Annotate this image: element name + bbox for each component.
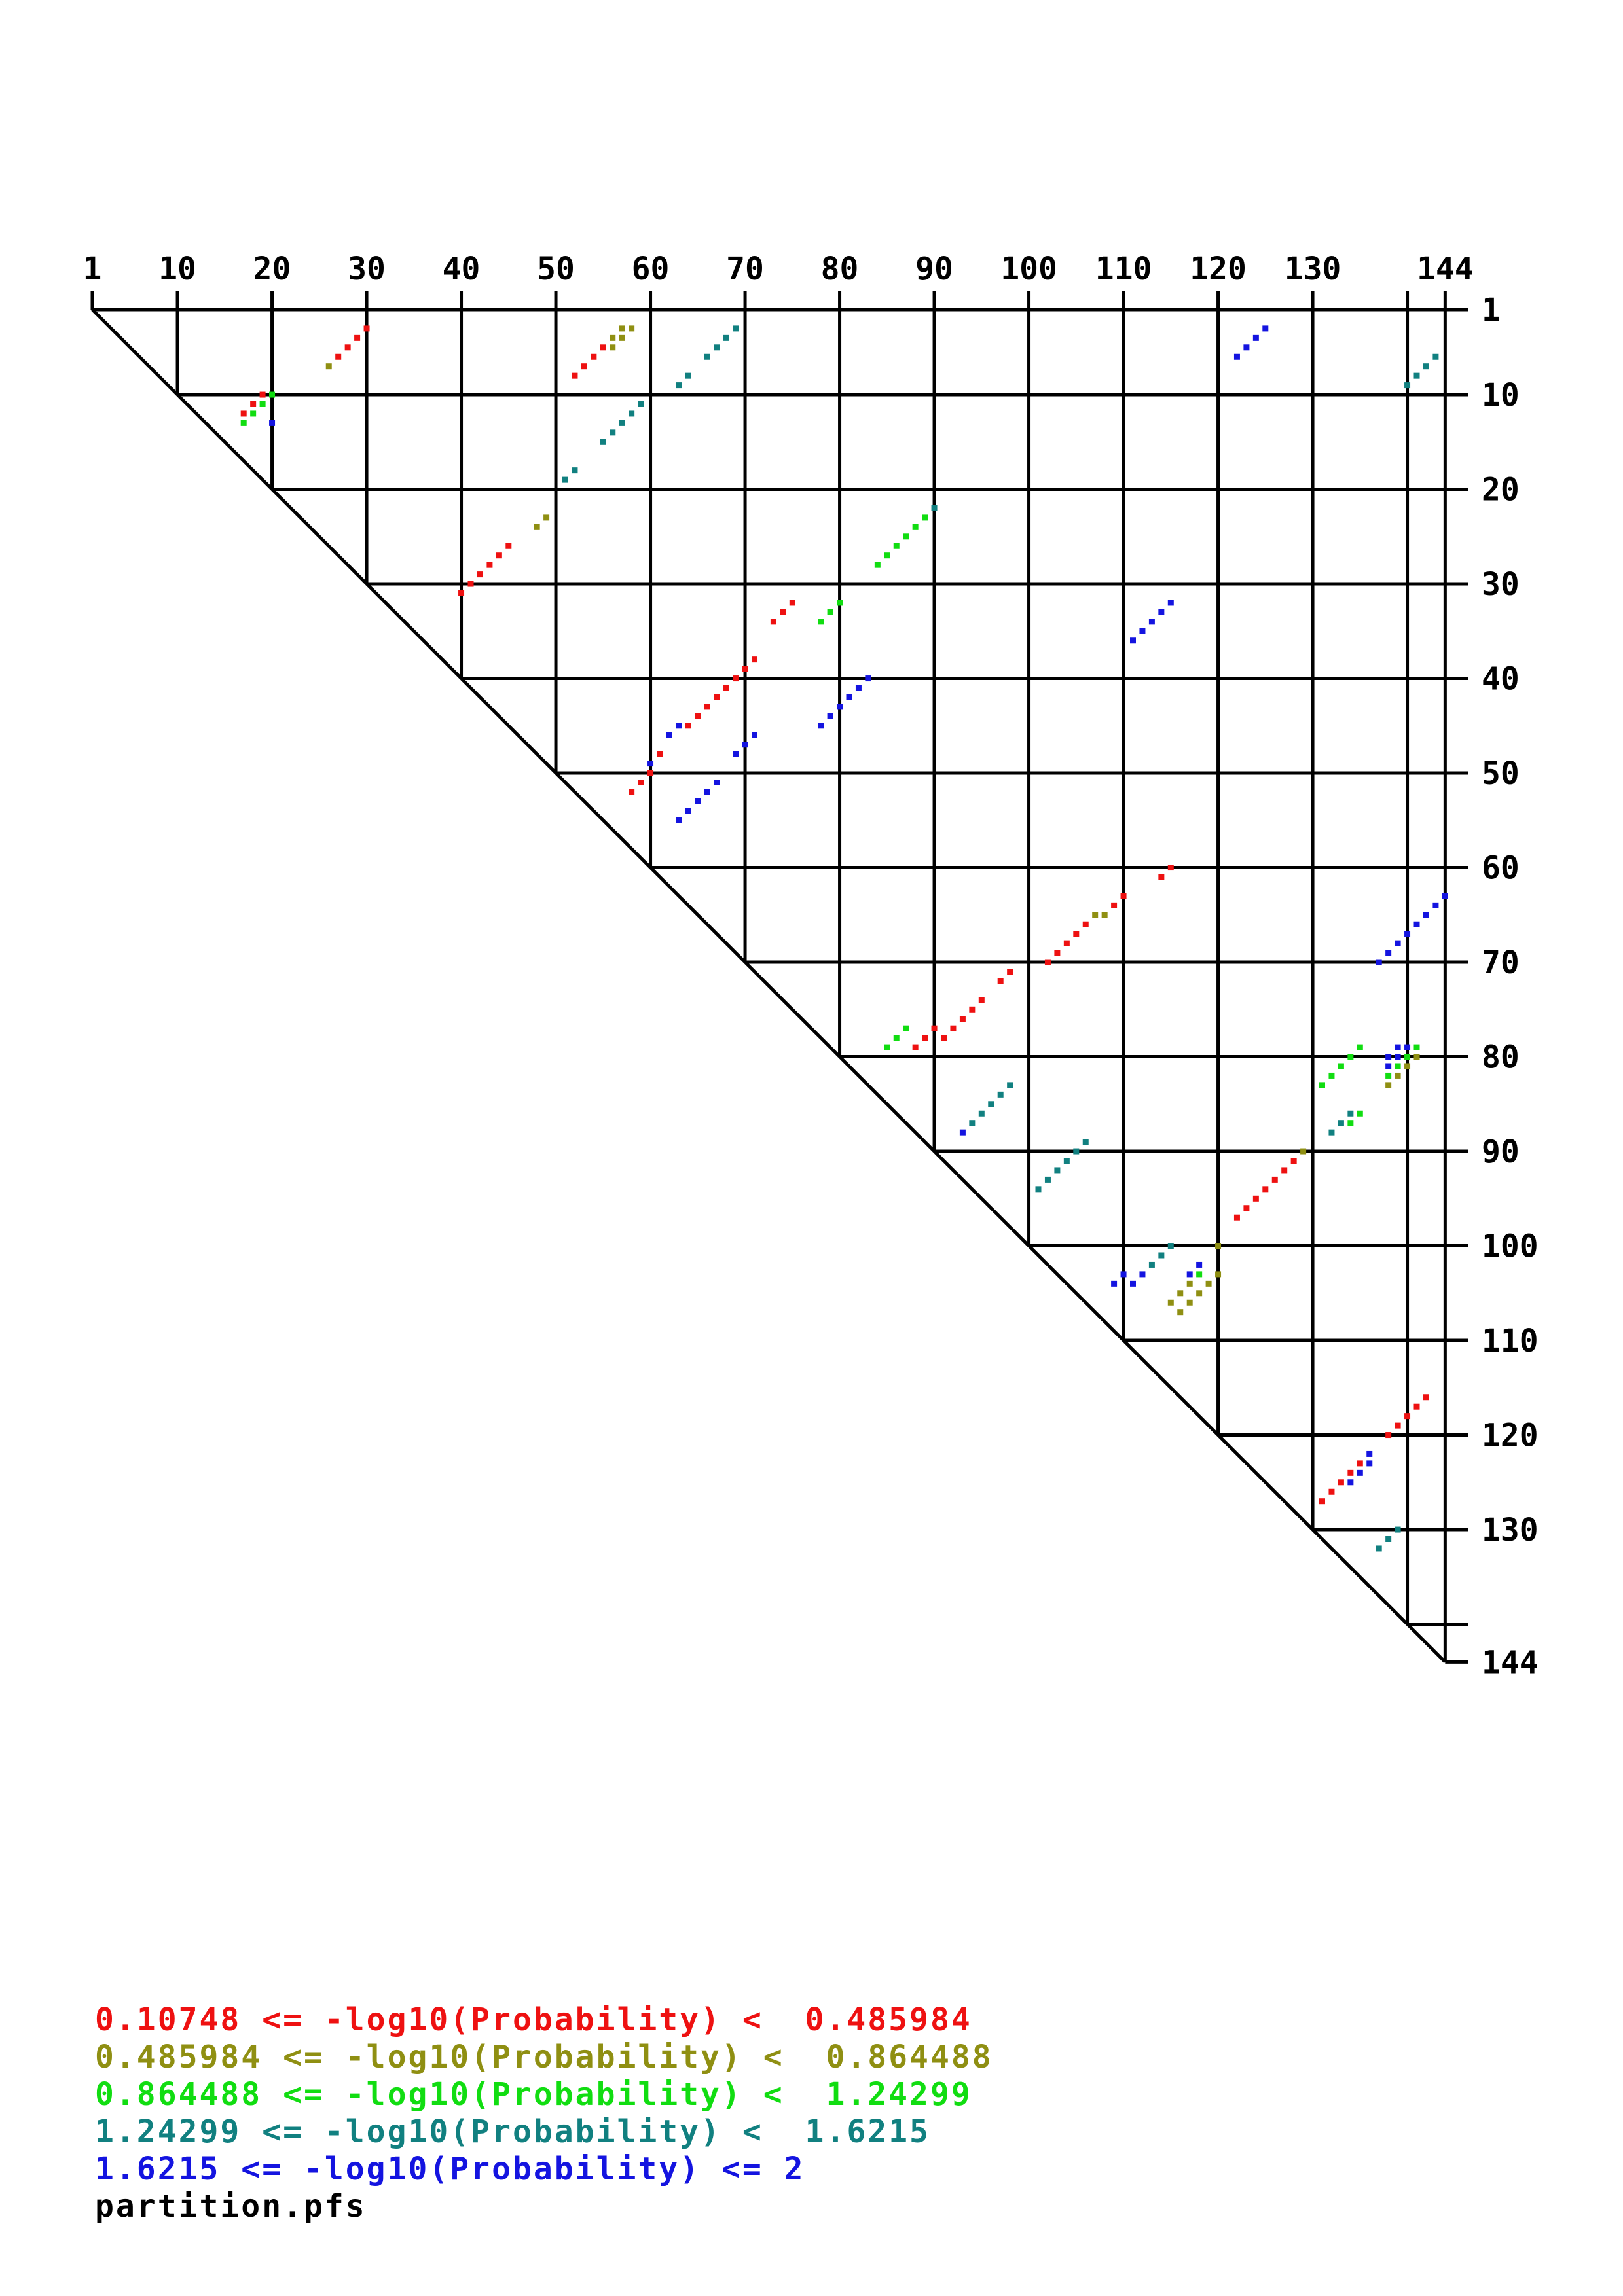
dot-red-110-63 [1121, 893, 1127, 899]
dot-green-131-83 [1319, 1082, 1325, 1088]
dot-olive-120-100 [1215, 1243, 1221, 1249]
dot-blue-137-70 [1376, 960, 1382, 965]
dot-red-131-127 [1319, 1498, 1325, 1504]
dot-blue-109-104 [1111, 1281, 1117, 1287]
dot-olive-108-65 [1102, 912, 1108, 918]
y-axis-label-1: 1 [1482, 292, 1501, 329]
dot-teal-95-86 [979, 1111, 985, 1117]
dot-red-126-93 [1272, 1177, 1278, 1183]
legend-line-olive: 0.485984 <= -log10(Probability) < 0.864488 [95, 2039, 993, 2075]
dot-olive-117-104 [1187, 1281, 1193, 1287]
dot-blue-67-51 [714, 780, 720, 785]
dot-red-98-71 [1007, 969, 1013, 975]
dot-olive-26-7 [326, 363, 332, 369]
dot-red-128-91 [1291, 1158, 1297, 1164]
x-axis-label-130: 130 [1284, 251, 1341, 287]
dot-teal-90-22 [932, 505, 938, 511]
dot-red-93-76 [960, 1016, 966, 1022]
dot-green-134-87 [1347, 1120, 1353, 1126]
dot-olive-140-81 [1404, 1064, 1410, 1069]
y-axis-label-130: 130 [1482, 1512, 1539, 1549]
dot-blue-123-5 [1243, 344, 1249, 350]
dot-red-122-97 [1234, 1215, 1240, 1221]
y-axis-label-110: 110 [1482, 1323, 1539, 1360]
dot-teal-51-19 [562, 477, 568, 483]
dot-red-54-6 [591, 354, 596, 360]
x-axis-label-110: 110 [1095, 251, 1152, 287]
dot-teal-68-4 [723, 335, 729, 341]
dot-teal-67-5 [714, 344, 720, 350]
dot-red-74-33 [780, 609, 786, 615]
dot-green-84-28 [875, 562, 881, 568]
dot-red-65-44 [695, 713, 701, 719]
dot-red-134-124 [1347, 1470, 1353, 1476]
dot-teal-63-9 [676, 382, 682, 388]
dot-blue-143-64 [1432, 903, 1438, 908]
dot-teal-69-3 [733, 325, 739, 331]
dot-blue-66-52 [704, 789, 710, 795]
dot-green-87-25 [903, 533, 909, 539]
x-axis-label-70: 70 [726, 251, 764, 287]
dot-red-70-39 [742, 666, 748, 672]
dot-green-133-81 [1338, 1064, 1344, 1069]
dot-blue-112-103 [1139, 1271, 1145, 1277]
dot-teal-142-7 [1423, 363, 1429, 369]
dot-green-141-79 [1414, 1045, 1420, 1050]
y-axis-label-70: 70 [1482, 944, 1520, 982]
dot-blue-139-68 [1395, 941, 1401, 946]
x-axis-label-30: 30 [348, 251, 386, 287]
dot-red-69-40 [733, 675, 739, 681]
x-axis-label-120: 120 [1190, 251, 1247, 287]
dot-blue-112-35 [1139, 628, 1145, 634]
dot-red-124-95 [1253, 1196, 1259, 1202]
dot-green-79-33 [828, 609, 833, 615]
dot-red-104-68 [1064, 941, 1070, 946]
dot-green-19-11 [260, 401, 266, 407]
dot-blue-135-124 [1357, 1470, 1363, 1476]
dot-blue-80-43 [837, 704, 843, 709]
dot-blue-93-88 [960, 1130, 966, 1136]
dot-olive-57-4 [619, 335, 625, 341]
dot-blue-138-80 [1385, 1054, 1391, 1060]
dot-teal-104-91 [1064, 1158, 1070, 1164]
diagonal [92, 310, 1445, 1662]
dot-red-44-27 [496, 552, 502, 558]
dot-teal-106-89 [1083, 1139, 1089, 1145]
dot-green-88-24 [913, 524, 919, 530]
dot-red-127-92 [1281, 1167, 1287, 1173]
dot-red-75-32 [790, 600, 795, 605]
dot-red-40-31 [458, 590, 464, 596]
dot-olive-57-3 [619, 325, 625, 331]
dot-blue-122-6 [1234, 354, 1240, 360]
dot-olive-56-4 [610, 335, 615, 341]
dot-red-106-66 [1083, 922, 1089, 927]
dot-red-53-7 [581, 363, 587, 369]
dot-red-92-77 [950, 1026, 956, 1031]
dot-teal-97-84 [998, 1092, 1004, 1098]
y-axis-label-40: 40 [1482, 660, 1520, 698]
dot-blue-142-65 [1423, 912, 1429, 918]
dot-blue-110-103 [1121, 1271, 1127, 1277]
dot-red-60-50 [647, 770, 653, 776]
dot-teal-56-14 [610, 429, 615, 435]
dot-teal-55-15 [600, 439, 606, 445]
y-axis-label-90: 90 [1482, 1134, 1520, 1171]
dot-red-43-28 [486, 562, 492, 568]
dot-red-17-12 [241, 410, 247, 416]
dot-teal-143-6 [1432, 354, 1438, 360]
dot-green-138-82 [1385, 1073, 1391, 1079]
dot-blue-64-54 [685, 808, 691, 814]
dot-blue-139-80 [1395, 1054, 1401, 1060]
dot-teal-98-83 [1007, 1082, 1013, 1088]
dot-teal-52-18 [572, 467, 577, 473]
dot-red-91-78 [941, 1035, 947, 1041]
dot-green-134-80 [1347, 1054, 1353, 1060]
dot-green-86-26 [894, 543, 900, 549]
dot-teal-137-132 [1376, 1545, 1382, 1551]
dot-blue-144-63 [1442, 893, 1448, 899]
dot-teal-133-87 [1338, 1120, 1344, 1126]
dot-red-18-11 [250, 401, 256, 407]
dot-blue-113-34 [1149, 619, 1155, 624]
dot-blue-140-67 [1404, 931, 1410, 937]
dot-olive-129-90 [1300, 1149, 1306, 1155]
dot-red-41-30 [468, 581, 474, 587]
legend-line-teal: 1.24299 <= -log10(Probability) < 1.6215 [95, 2113, 930, 2150]
dot-green-85-79 [884, 1045, 890, 1050]
dot-red-71-38 [752, 656, 757, 662]
dot-blue-82-41 [856, 685, 862, 691]
dot-red-105-67 [1073, 931, 1079, 937]
y-axis-label-30: 30 [1482, 566, 1520, 603]
dot-green-135-79 [1357, 1045, 1363, 1050]
file-name-label: partition.pfs [95, 2188, 367, 2225]
dot-green-18-12 [250, 410, 256, 416]
dot-red-68-41 [723, 685, 729, 691]
dot-teal-59-11 [638, 401, 644, 407]
dot-blue-138-69 [1385, 950, 1391, 956]
dot-red-55-5 [600, 344, 606, 350]
dot-green-89-23 [922, 514, 928, 520]
dot-red-115-60 [1168, 865, 1174, 870]
dot-teal-96-85 [988, 1101, 994, 1107]
dot-teal-139-130 [1395, 1527, 1401, 1533]
dot-blue-141-66 [1414, 922, 1420, 927]
dot-blue-78-45 [818, 723, 824, 728]
dot-teal-141-8 [1414, 373, 1420, 379]
dot-red-90-77 [932, 1026, 938, 1031]
dot-red-138-120 [1385, 1432, 1391, 1438]
legend-line-blue: 1.6215 <= -log10(Probability) <= 2 [95, 2151, 805, 2187]
dot-green-17-13 [241, 420, 247, 426]
dot-red-28-5 [345, 344, 351, 350]
dot-red-58-52 [629, 789, 634, 795]
dot-red-109-64 [1111, 903, 1117, 908]
dot-red-133-125 [1338, 1479, 1344, 1485]
dot-teal-114-101 [1158, 1253, 1164, 1259]
x-axis-label-10: 10 [158, 251, 196, 287]
x-axis-label-90: 90 [915, 251, 953, 287]
x-axis-label-20: 20 [253, 251, 291, 287]
dot-blue-124-4 [1253, 335, 1259, 341]
dot-red-95-74 [979, 997, 985, 1003]
dot-green-132-82 [1328, 1073, 1334, 1079]
y-axis-label-144: 144 [1482, 1644, 1539, 1681]
dot-olive-139-82 [1395, 1073, 1401, 1079]
x-axis-label-1: 1 [82, 251, 102, 287]
dot-red-19-10 [260, 392, 266, 398]
dot-teal-101-94 [1036, 1186, 1042, 1192]
dot-olive-119-104 [1206, 1281, 1212, 1287]
y-axis-label-10: 10 [1482, 377, 1520, 414]
dot-olive-116-107 [1177, 1309, 1183, 1315]
dot-red-102-70 [1045, 960, 1051, 965]
dot-red-27-6 [335, 354, 341, 360]
dot-blue-69-48 [733, 751, 739, 757]
dot-green-80-32 [837, 600, 843, 605]
dot-green-87-77 [903, 1026, 909, 1031]
dot-red-59-51 [638, 780, 644, 785]
dot-blue-114-33 [1158, 609, 1164, 615]
dot-red-61-48 [657, 751, 663, 757]
dot-teal-64-8 [685, 373, 691, 379]
dot-blue-81-42 [847, 694, 852, 700]
dot-teal-57-13 [619, 420, 625, 426]
dot-red-142-116 [1423, 1394, 1429, 1400]
dot-green-20-10 [269, 392, 275, 398]
dot-olive-116-105 [1177, 1290, 1183, 1296]
y-axis-label-120: 120 [1482, 1417, 1539, 1454]
dot-blue-115-32 [1168, 600, 1174, 605]
dot-blue-71-46 [752, 732, 757, 738]
x-axis-label-60: 60 [631, 251, 670, 287]
dot-red-52-8 [572, 373, 577, 379]
dot-red-89-78 [922, 1035, 928, 1041]
dot-green-85-27 [884, 552, 890, 558]
dot-blue-136-122 [1366, 1451, 1372, 1457]
dot-olive-117-106 [1187, 1300, 1193, 1306]
dot-blue-117-103 [1187, 1271, 1193, 1277]
dot-olive-138-83 [1385, 1082, 1391, 1088]
dot-blue-139-79 [1395, 1045, 1401, 1050]
dot-teal-94-87 [969, 1120, 975, 1126]
dot-blue-62-46 [666, 732, 672, 738]
legend [95, 2001, 993, 2225]
dot-green-86-78 [894, 1035, 900, 1041]
dot-blue-134-125 [1347, 1479, 1353, 1485]
dot-green-78-34 [818, 619, 824, 624]
dot-red-29-4 [354, 335, 360, 341]
x-axis-label-40: 40 [442, 251, 481, 287]
dot-blue-83-40 [865, 675, 871, 681]
dot-teal-115-100 [1168, 1243, 1174, 1249]
dot-blue-63-55 [676, 817, 682, 823]
dot-blue-70-47 [742, 742, 748, 747]
y-axis-label-60: 60 [1482, 850, 1520, 887]
dot-red-30-3 [364, 325, 370, 331]
x-axis-label-80: 80 [820, 251, 859, 287]
dot-olive-49-23 [543, 514, 549, 520]
legend-line-red: 0.10748 <= -log10(Probability) < 0.485984 [95, 2001, 972, 2038]
dot-red-97-72 [998, 978, 1004, 984]
dot-blue-60-49 [647, 761, 653, 766]
dot-olive-120-103 [1215, 1271, 1221, 1277]
dot-red-114-61 [1158, 874, 1164, 880]
y-axis-label-20: 20 [1482, 471, 1520, 509]
dot-red-103-69 [1054, 950, 1060, 956]
dot-red-135-123 [1357, 1460, 1363, 1466]
x-axis-label-50: 50 [537, 251, 575, 287]
dot-olive-115-106 [1168, 1300, 1174, 1306]
dot-teal-103-92 [1054, 1167, 1060, 1173]
dot-red-140-118 [1404, 1413, 1410, 1419]
dot-blue-111-104 [1130, 1281, 1136, 1287]
dot-green-118-103 [1196, 1271, 1202, 1277]
dot-olive-48-24 [534, 524, 540, 530]
dot-blue-111-36 [1130, 637, 1136, 643]
dot-olive-141-80 [1414, 1054, 1420, 1060]
dot-teal-102-93 [1045, 1177, 1051, 1183]
dot-green-135-86 [1357, 1111, 1363, 1117]
dot-teal-105-90 [1073, 1149, 1079, 1155]
dot-red-45-26 [505, 543, 511, 549]
dot-olive-107-65 [1092, 912, 1098, 918]
dot-red-66-43 [704, 704, 710, 709]
dot-red-123-96 [1243, 1205, 1249, 1211]
dot-blue-125-3 [1262, 325, 1268, 331]
dot-teal-113-102 [1149, 1262, 1155, 1268]
dot-teal-132-88 [1328, 1130, 1334, 1136]
y-axis-label-80: 80 [1482, 1039, 1520, 1076]
dot-olive-118-105 [1196, 1290, 1202, 1296]
dot-red-67-42 [714, 694, 720, 700]
x-axis-label-144: 144 [1416, 251, 1474, 287]
dot-teal-140-9 [1404, 382, 1410, 388]
legend-line-green: 0.864488 <= -log10(Probability) < 1.24299 [95, 2076, 972, 2113]
dot-blue-136-123 [1366, 1460, 1372, 1466]
dot-blue-65-53 [695, 798, 701, 804]
dot-olive-56-5 [610, 344, 615, 350]
dot-blue-79-44 [828, 713, 833, 719]
dot-teal-138-131 [1385, 1536, 1391, 1542]
dot-olive-58-3 [629, 325, 634, 331]
dot-red-94-75 [969, 1007, 975, 1013]
dot-teal-58-12 [629, 410, 634, 416]
dot-blue-20-13 [269, 420, 275, 426]
dot-red-141-117 [1414, 1404, 1420, 1410]
dot-blue-63-45 [676, 723, 682, 728]
dot-blue-140-79 [1404, 1045, 1410, 1050]
dot-green-139-81 [1395, 1064, 1401, 1069]
dot-green-140-80 [1404, 1054, 1410, 1060]
dot-blue-138-81 [1385, 1064, 1391, 1069]
y-axis-label-100: 100 [1482, 1228, 1539, 1265]
dot-red-125-94 [1262, 1186, 1268, 1192]
x-axis-label-100: 100 [1000, 251, 1057, 287]
dot-teal-66-6 [704, 354, 710, 360]
dot-red-88-79 [913, 1045, 919, 1050]
dot-teal-134-86 [1347, 1111, 1353, 1117]
dot-red-73-34 [771, 619, 776, 624]
dot-red-139-119 [1395, 1423, 1401, 1429]
dot-red-42-29 [477, 571, 483, 577]
dot-red-132-126 [1328, 1489, 1334, 1495]
dot-red-64-45 [685, 723, 691, 728]
dot-blue-118-102 [1196, 1262, 1202, 1268]
y-axis-label-50: 50 [1482, 755, 1520, 793]
